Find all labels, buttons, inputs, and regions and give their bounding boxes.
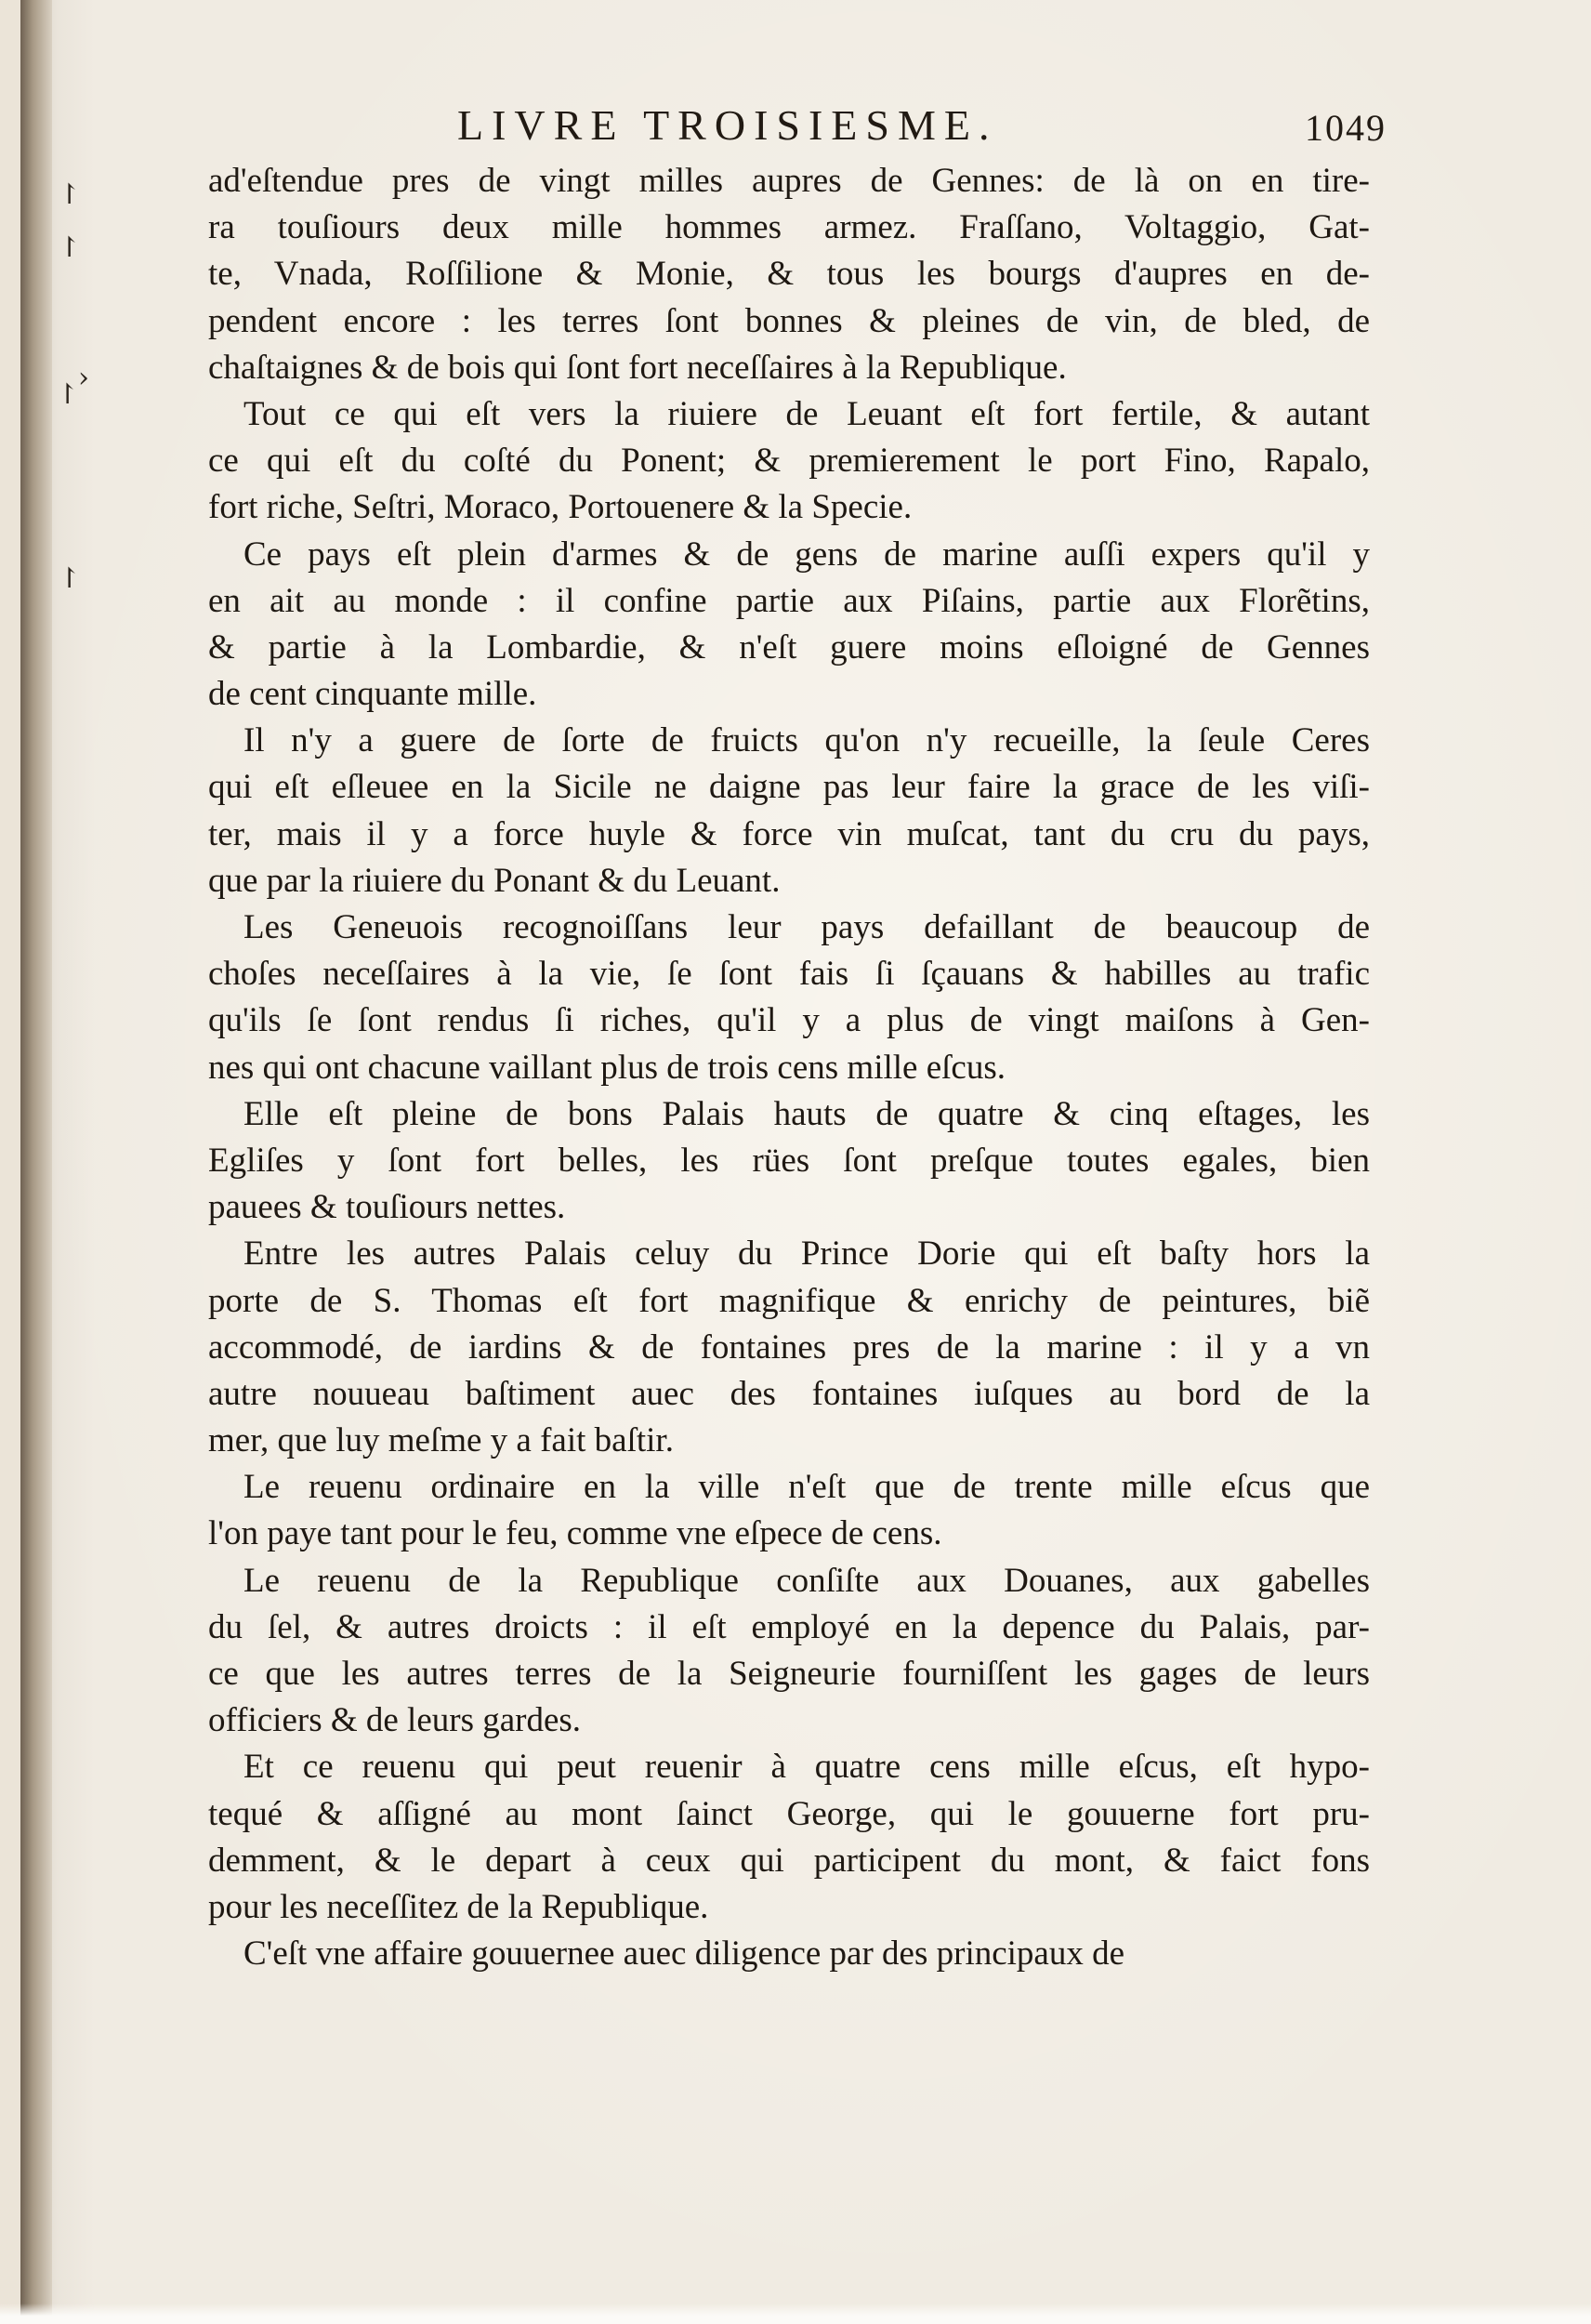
text-line: fort riche, Seſtri, Moraco, Portouenere & la Specie. xyxy=(208,488,913,527)
margin-mark: ↾ xyxy=(58,231,82,264)
running-head: LIVRE TROISIESME. xyxy=(457,101,998,149)
text-line: ce que les autres terres de la Seigneurie fourniſſent les gages de leurs xyxy=(208,1655,1370,1693)
margin-mark: ↾ xyxy=(56,378,80,411)
text-line: autre nouueau baſtiment auec des fontaines iuſques au bord de la xyxy=(208,1374,1370,1413)
text-line: Le reuenu ordinaire en la ville n'eſt que de trente mille eſcus que xyxy=(243,1468,1370,1507)
page-number: 1049 xyxy=(1305,107,1387,149)
text-line: en ait au monde : il confine partie aux Piſains, partie aux Florẽtins, xyxy=(208,581,1370,620)
text-line: mer, que luy meſme y a fait baſtir. xyxy=(208,1421,674,1460)
text-line: porte de S. Thomas eſt fort magnifique & enrichy de peintures, biẽ xyxy=(208,1281,1370,1320)
text-line: que par la riuiere du Ponant & du Leuant. xyxy=(208,861,781,900)
text-line: nes qui ont chacune vaillant plus de trois cens mille eſcus. xyxy=(208,1048,1006,1087)
text-line: pendent encore : les terres ſont bonnes & pleines de vin, de bled, de xyxy=(208,301,1370,340)
text-line: Entre les autres Palais celuy du Prince Dorie qui eſt baſty hors la xyxy=(243,1235,1370,1274)
text-line: accommodé, de iardins & de fontaines pres de la marine : il y a vn xyxy=(208,1327,1370,1367)
page-header xyxy=(457,100,1387,156)
text-line: ce qui eſt du coſté du Ponent; & premierement le port Fino, Rapalo, xyxy=(208,442,1370,481)
text-line: & partie à la Lombardie, & n'eſt guere moins eſloigné de Gennes xyxy=(208,627,1370,667)
page-sheet xyxy=(20,0,1591,2324)
text-line: C'eſt vne affaire gouuernee auec diligence par des principaux de xyxy=(243,1934,1125,1974)
text-line: qu'ils ſe ſont rendus ſi riches, qu'il y a plus de vingt maiſons à Gen- xyxy=(208,1001,1370,1040)
text-line: du ſel, & autres droicts : il eſt employé en la depence du Palais, par- xyxy=(208,1607,1370,1646)
text-line: Les Geneuois recognoiſſans leur pays defaillant de beaucoup de xyxy=(243,908,1370,946)
text-line: l'on paye tant pour le feu, comme vne eſpece de cens. xyxy=(208,1514,942,1553)
text-line: Egliſes y ſont fort belles, les rües ſont preſque toutes egales, bien xyxy=(208,1141,1370,1180)
text-line: de cent cinquante mille. xyxy=(208,675,537,714)
page-bottom-edge xyxy=(0,2304,1591,2324)
margin-mark: ↾ xyxy=(58,178,82,211)
text-line: demment, & le depart à ceux qui participent du mont, & faict fons xyxy=(208,1841,1370,1880)
text-line: ad'eſtendue pres de vingt milles aupres de Gennes: de là on en tire- xyxy=(208,162,1370,200)
text-line: qui eſt eſleuee en la Sicile ne daigne pas leur faire la grace de les viſi- xyxy=(208,768,1370,807)
text-line: Tout ce qui eſt vers la riuiere de Leuant eſt fort fertile, & autant xyxy=(243,394,1370,433)
binding-gutter xyxy=(20,0,52,2324)
text-line: pour les neceſſitez de la Republique. xyxy=(208,1887,709,1926)
text-line: choſes neceſſaires à la vie, ſe ſont fais ſi ſçauans & habilles au trafic xyxy=(208,955,1370,994)
text-line: chaſtaignes & de bois qui ſont fort neceſſaires à la Republique. xyxy=(208,348,1067,387)
text-line: pauees & touſiours nettes. xyxy=(208,1188,566,1227)
text-line: ra touſiours deux mille hommes armez. Fraſſano, Voltaggio, Gat- xyxy=(208,208,1370,247)
text-line: tequé & aſſigné au mont ſainct George, qui le gouuerne fort pru- xyxy=(208,1794,1370,1833)
text-line: officiers & de leurs gardes. xyxy=(208,1701,582,1740)
margin-mark: ↾ xyxy=(58,562,82,595)
text-line: Le reuenu de la Republique conſiſte aux Douanes, aux gabelles xyxy=(243,1561,1370,1600)
text-line: ter, mais il y a force huyle & force vin muſcat, tant du cru du pays, xyxy=(208,814,1370,853)
text-line: Ce pays eſt plein d'armes & de gens de marine auſſi expers qu'il y xyxy=(243,535,1370,574)
text-line: Et ce reuenu qui peut reuenir à quatre cens mille eſcus, eſt hypo- xyxy=(243,1748,1370,1787)
body-text xyxy=(208,158,1370,1977)
text-line: Il n'y a guere de ſorte de fruicts qu'on n'y recueille, la ſeule Ceres xyxy=(243,721,1370,760)
text-line: Elle eſt pleine de bons Palais hauts de quatre & cinq eſtages, les xyxy=(243,1094,1370,1133)
margin-mark: › xyxy=(78,362,89,394)
text-line: te, Vnada, Roſſilione & Monie, & tous les bourgs d'aupres en de- xyxy=(208,255,1370,294)
